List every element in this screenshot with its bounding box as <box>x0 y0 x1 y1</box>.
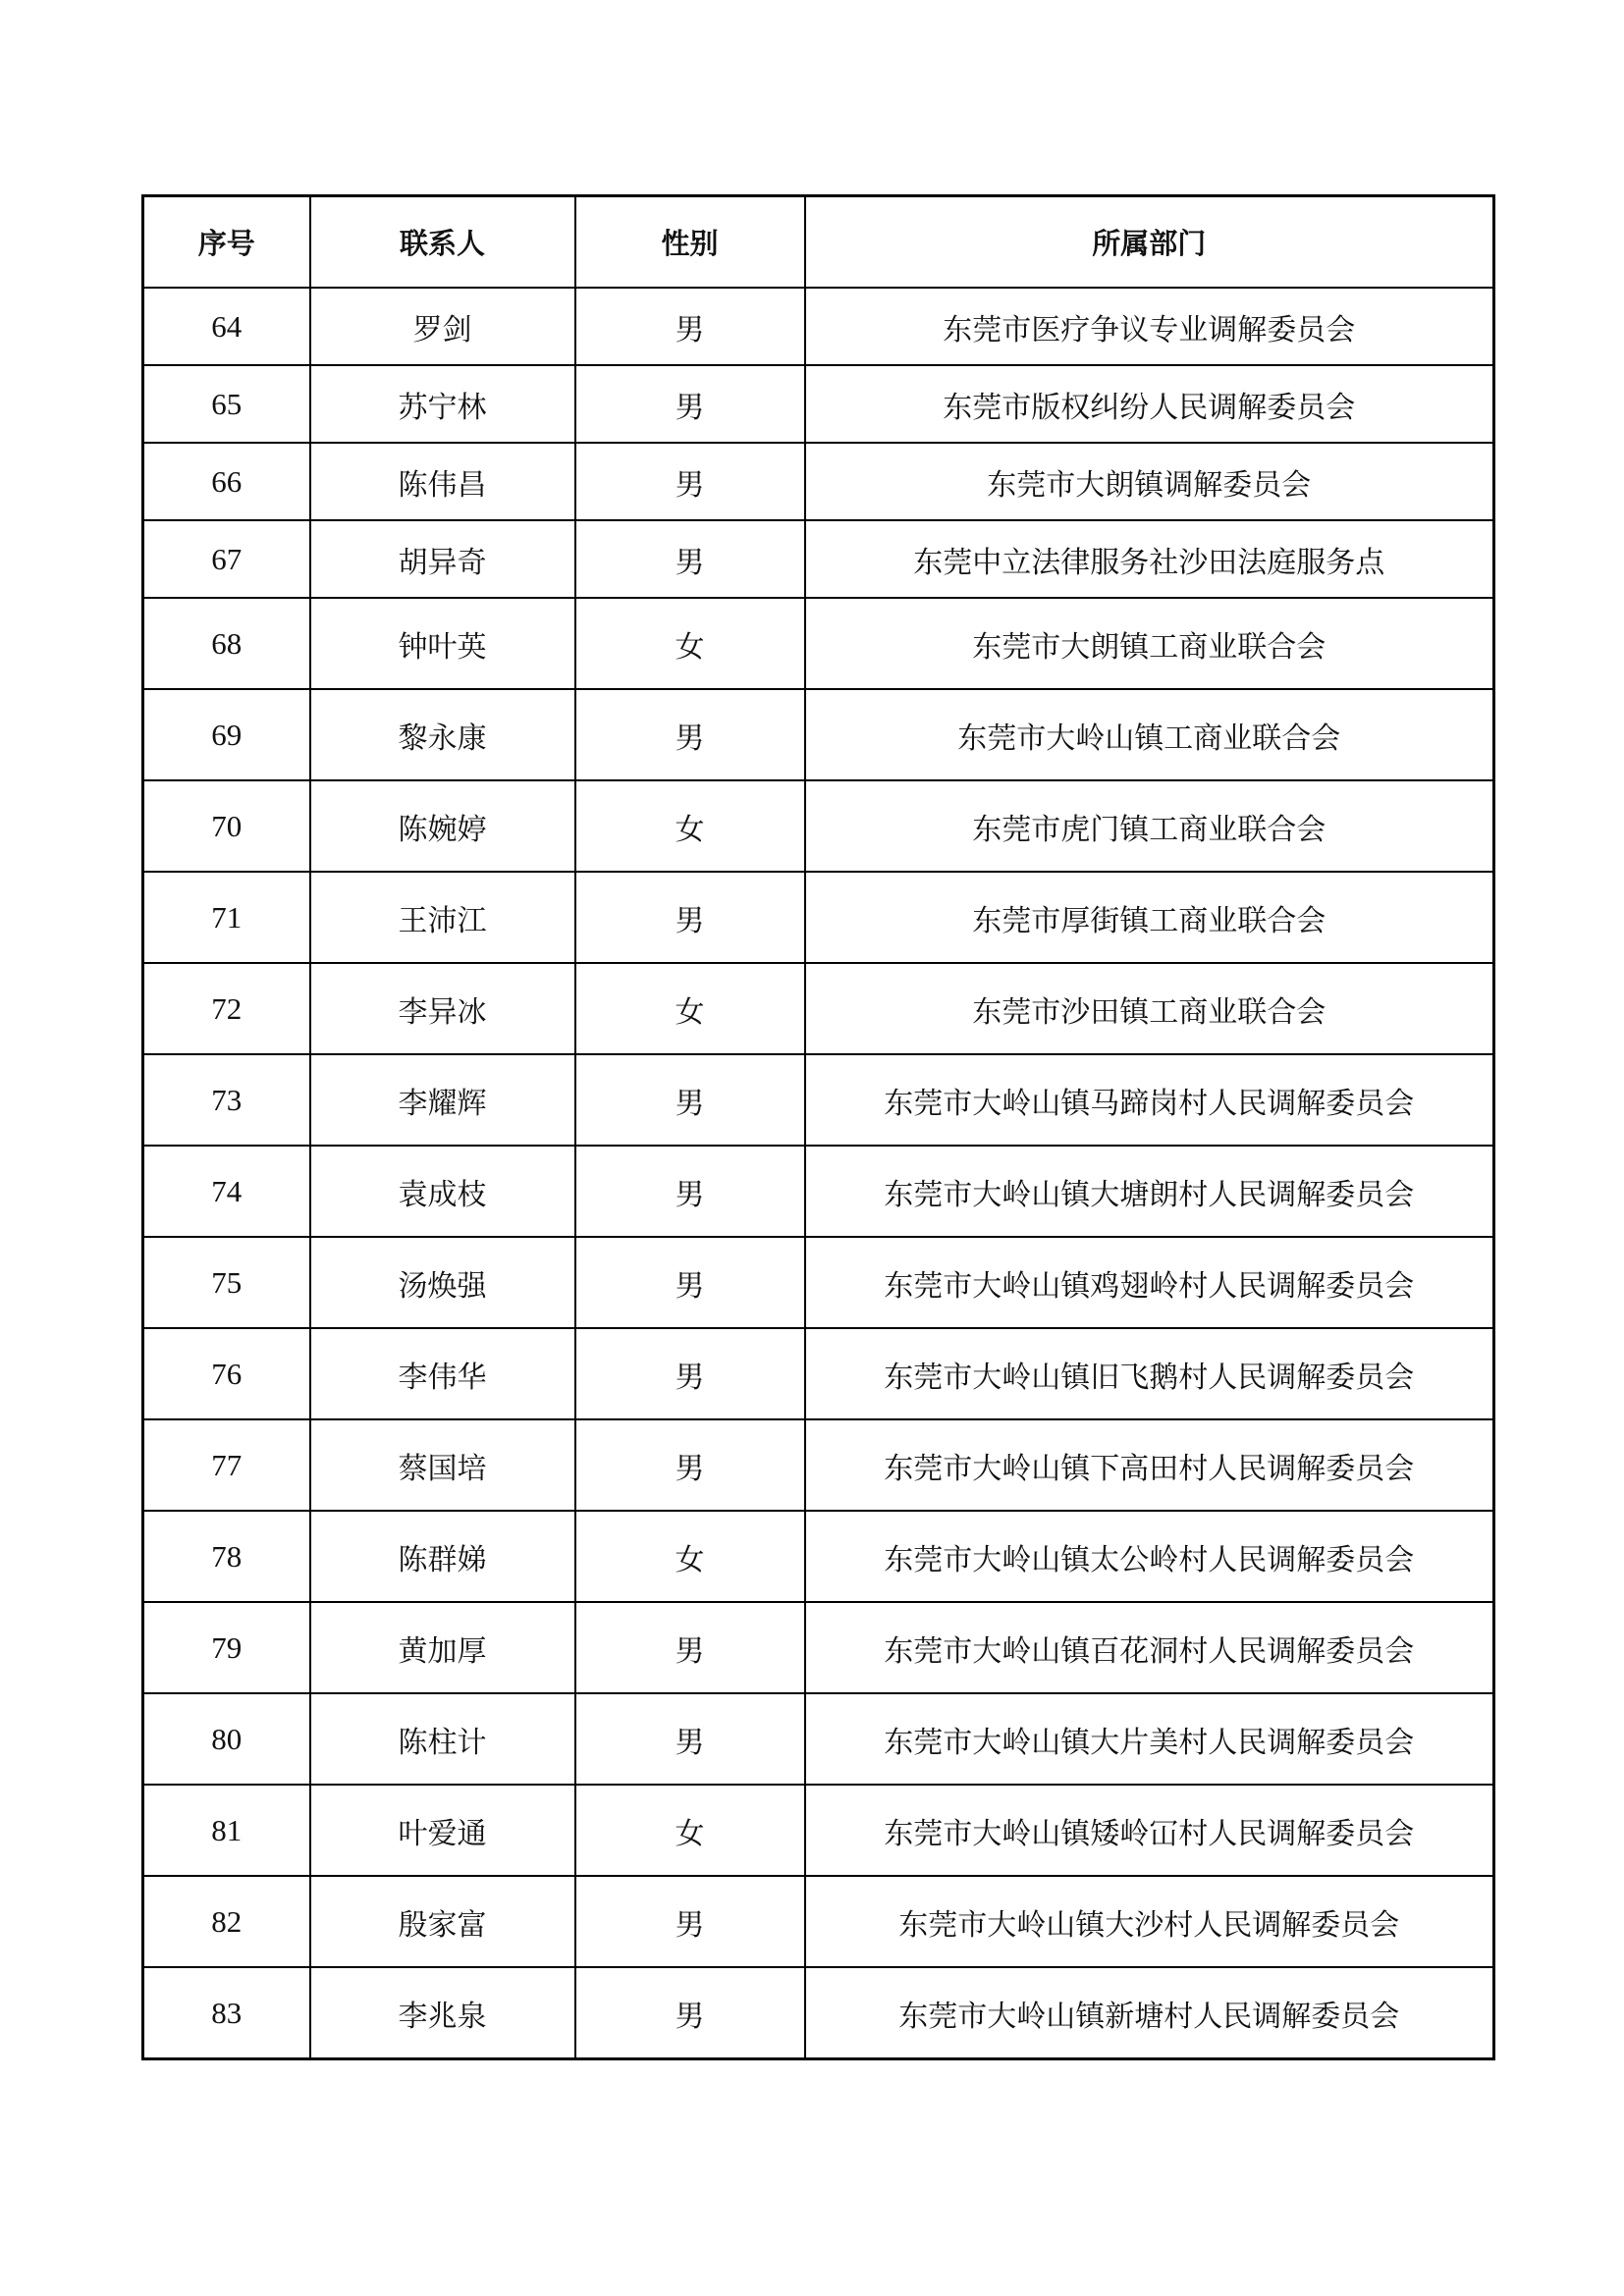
cell-gender: 女 <box>575 598 805 689</box>
cell-serial-number: 79 <box>143 1602 310 1693</box>
table-row <box>143 1419 1494 1511</box>
cell-department: 东莞市大岭山镇鸡翅岭村人民调解委员会 <box>805 1237 1494 1328</box>
cell-department: 东莞市大岭山镇下高田村人民调解委员会 <box>805 1419 1494 1511</box>
cell-contact-person: 殷家富 <box>310 1876 575 1967</box>
cell-contact-person: 黄加厚 <box>310 1602 575 1693</box>
contact-table <box>141 194 1495 2060</box>
cell-serial-number: 78 <box>143 1511 310 1602</box>
cell-serial-number: 67 <box>143 520 310 598</box>
cell-department: 东莞市大朗镇工商业联合会 <box>805 598 1494 689</box>
cell-gender: 女 <box>575 1785 805 1876</box>
cell-contact-person: 苏宁林 <box>310 365 575 443</box>
cell-gender: 男 <box>575 443 805 520</box>
table-row <box>143 443 1494 520</box>
cell-department: 东莞市厚街镇工商业联合会 <box>805 872 1494 963</box>
cell-contact-person: 袁成枝 <box>310 1146 575 1237</box>
cell-department: 东莞市版权纠纷人民调解委员会 <box>805 365 1494 443</box>
table-row <box>143 1967 1494 2059</box>
table-row <box>143 689 1494 780</box>
table-row <box>143 598 1494 689</box>
table-row <box>143 963 1494 1054</box>
header-contact-person: 联系人 <box>310 196 575 289</box>
table-row <box>143 1511 1494 1602</box>
cell-contact-person: 李异冰 <box>310 963 575 1054</box>
cell-contact-person: 钟叶英 <box>310 598 575 689</box>
table-row <box>143 1054 1494 1146</box>
cell-department: 东莞市沙田镇工商业联合会 <box>805 963 1494 1054</box>
header-department: 所属部门 <box>805 196 1494 289</box>
cell-contact-person: 陈伟昌 <box>310 443 575 520</box>
cell-contact-person: 罗剑 <box>310 288 575 365</box>
cell-department: 东莞市大岭山镇矮岭冚村人民调解委员会 <box>805 1785 1494 1876</box>
table-row <box>143 1237 1494 1328</box>
cell-serial-number: 75 <box>143 1237 310 1328</box>
cell-serial-number: 69 <box>143 689 310 780</box>
cell-department: 东莞市大岭山镇新塘村人民调解委员会 <box>805 1967 1494 2059</box>
cell-gender: 男 <box>575 1876 805 1967</box>
cell-department: 东莞市大岭山镇工商业联合会 <box>805 689 1494 780</box>
cell-serial-number: 68 <box>143 598 310 689</box>
cell-contact-person: 蔡国培 <box>310 1419 575 1511</box>
cell-gender: 女 <box>575 1511 805 1602</box>
cell-contact-person: 李伟华 <box>310 1328 575 1419</box>
cell-gender: 男 <box>575 365 805 443</box>
cell-department: 东莞市医疗争议专业调解委员会 <box>805 288 1494 365</box>
cell-department: 东莞市大朗镇调解委员会 <box>805 443 1494 520</box>
cell-gender: 男 <box>575 872 805 963</box>
cell-serial-number: 71 <box>143 872 310 963</box>
cell-department: 东莞中立法律服务社沙田法庭服务点 <box>805 520 1494 598</box>
cell-gender: 男 <box>575 1237 805 1328</box>
cell-department: 东莞市虎门镇工商业联合会 <box>805 780 1494 872</box>
table-row <box>143 1693 1494 1785</box>
cell-gender: 男 <box>575 1602 805 1693</box>
table-row <box>143 1146 1494 1237</box>
table-body <box>143 288 1494 2059</box>
table-row <box>143 365 1494 443</box>
cell-contact-person: 黎永康 <box>310 689 575 780</box>
table-row <box>143 288 1494 365</box>
table-row <box>143 780 1494 872</box>
cell-gender: 男 <box>575 520 805 598</box>
cell-serial-number: 65 <box>143 365 310 443</box>
table-row <box>143 520 1494 598</box>
cell-contact-person: 胡异奇 <box>310 520 575 598</box>
cell-gender: 男 <box>575 1146 805 1237</box>
cell-department: 东莞市大岭山镇马蹄岗村人民调解委员会 <box>805 1054 1494 1146</box>
cell-gender: 女 <box>575 963 805 1054</box>
cell-gender: 男 <box>575 689 805 780</box>
cell-serial-number: 80 <box>143 1693 310 1785</box>
cell-contact-person: 李兆泉 <box>310 1967 575 2059</box>
cell-serial-number: 76 <box>143 1328 310 1419</box>
cell-gender: 男 <box>575 1967 805 2059</box>
cell-contact-person: 陈群娣 <box>310 1511 575 1602</box>
table-row <box>143 1785 1494 1876</box>
cell-contact-person: 王沛江 <box>310 872 575 963</box>
cell-serial-number: 70 <box>143 780 310 872</box>
cell-serial-number: 81 <box>143 1785 310 1876</box>
table-header-row <box>143 196 1494 289</box>
table-row <box>143 1876 1494 1967</box>
cell-serial-number: 64 <box>143 288 310 365</box>
cell-serial-number: 73 <box>143 1054 310 1146</box>
cell-department: 东莞市大岭山镇旧飞鹅村人民调解委员会 <box>805 1328 1494 1419</box>
cell-contact-person: 陈柱计 <box>310 1693 575 1785</box>
cell-contact-person: 李耀辉 <box>310 1054 575 1146</box>
cell-gender: 男 <box>575 1054 805 1146</box>
cell-serial-number: 77 <box>143 1419 310 1511</box>
table-row <box>143 1602 1494 1693</box>
cell-contact-person: 叶爱通 <box>310 1785 575 1876</box>
cell-gender: 男 <box>575 288 805 365</box>
cell-serial-number: 66 <box>143 443 310 520</box>
cell-gender: 男 <box>575 1419 805 1511</box>
cell-serial-number: 82 <box>143 1876 310 1967</box>
header-gender: 性别 <box>575 196 805 289</box>
cell-serial-number: 72 <box>143 963 310 1054</box>
table-row <box>143 1328 1494 1419</box>
cell-department: 东莞市大岭山镇太公岭村人民调解委员会 <box>805 1511 1494 1602</box>
cell-contact-person: 汤焕强 <box>310 1237 575 1328</box>
cell-gender: 男 <box>575 1328 805 1419</box>
table-row <box>143 872 1494 963</box>
cell-gender: 女 <box>575 780 805 872</box>
header-serial-number: 序号 <box>143 196 310 289</box>
cell-contact-person: 陈婉婷 <box>310 780 575 872</box>
cell-department: 东莞市大岭山镇百花洞村人民调解委员会 <box>805 1602 1494 1693</box>
cell-serial-number: 83 <box>143 1967 310 2059</box>
cell-department: 东莞市大岭山镇大沙村人民调解委员会 <box>805 1876 1494 1967</box>
cell-serial-number: 74 <box>143 1146 310 1237</box>
cell-department: 东莞市大岭山镇大塘朗村人民调解委员会 <box>805 1146 1494 1237</box>
cell-department: 东莞市大岭山镇大片美村人民调解委员会 <box>805 1693 1494 1785</box>
cell-gender: 男 <box>575 1693 805 1785</box>
